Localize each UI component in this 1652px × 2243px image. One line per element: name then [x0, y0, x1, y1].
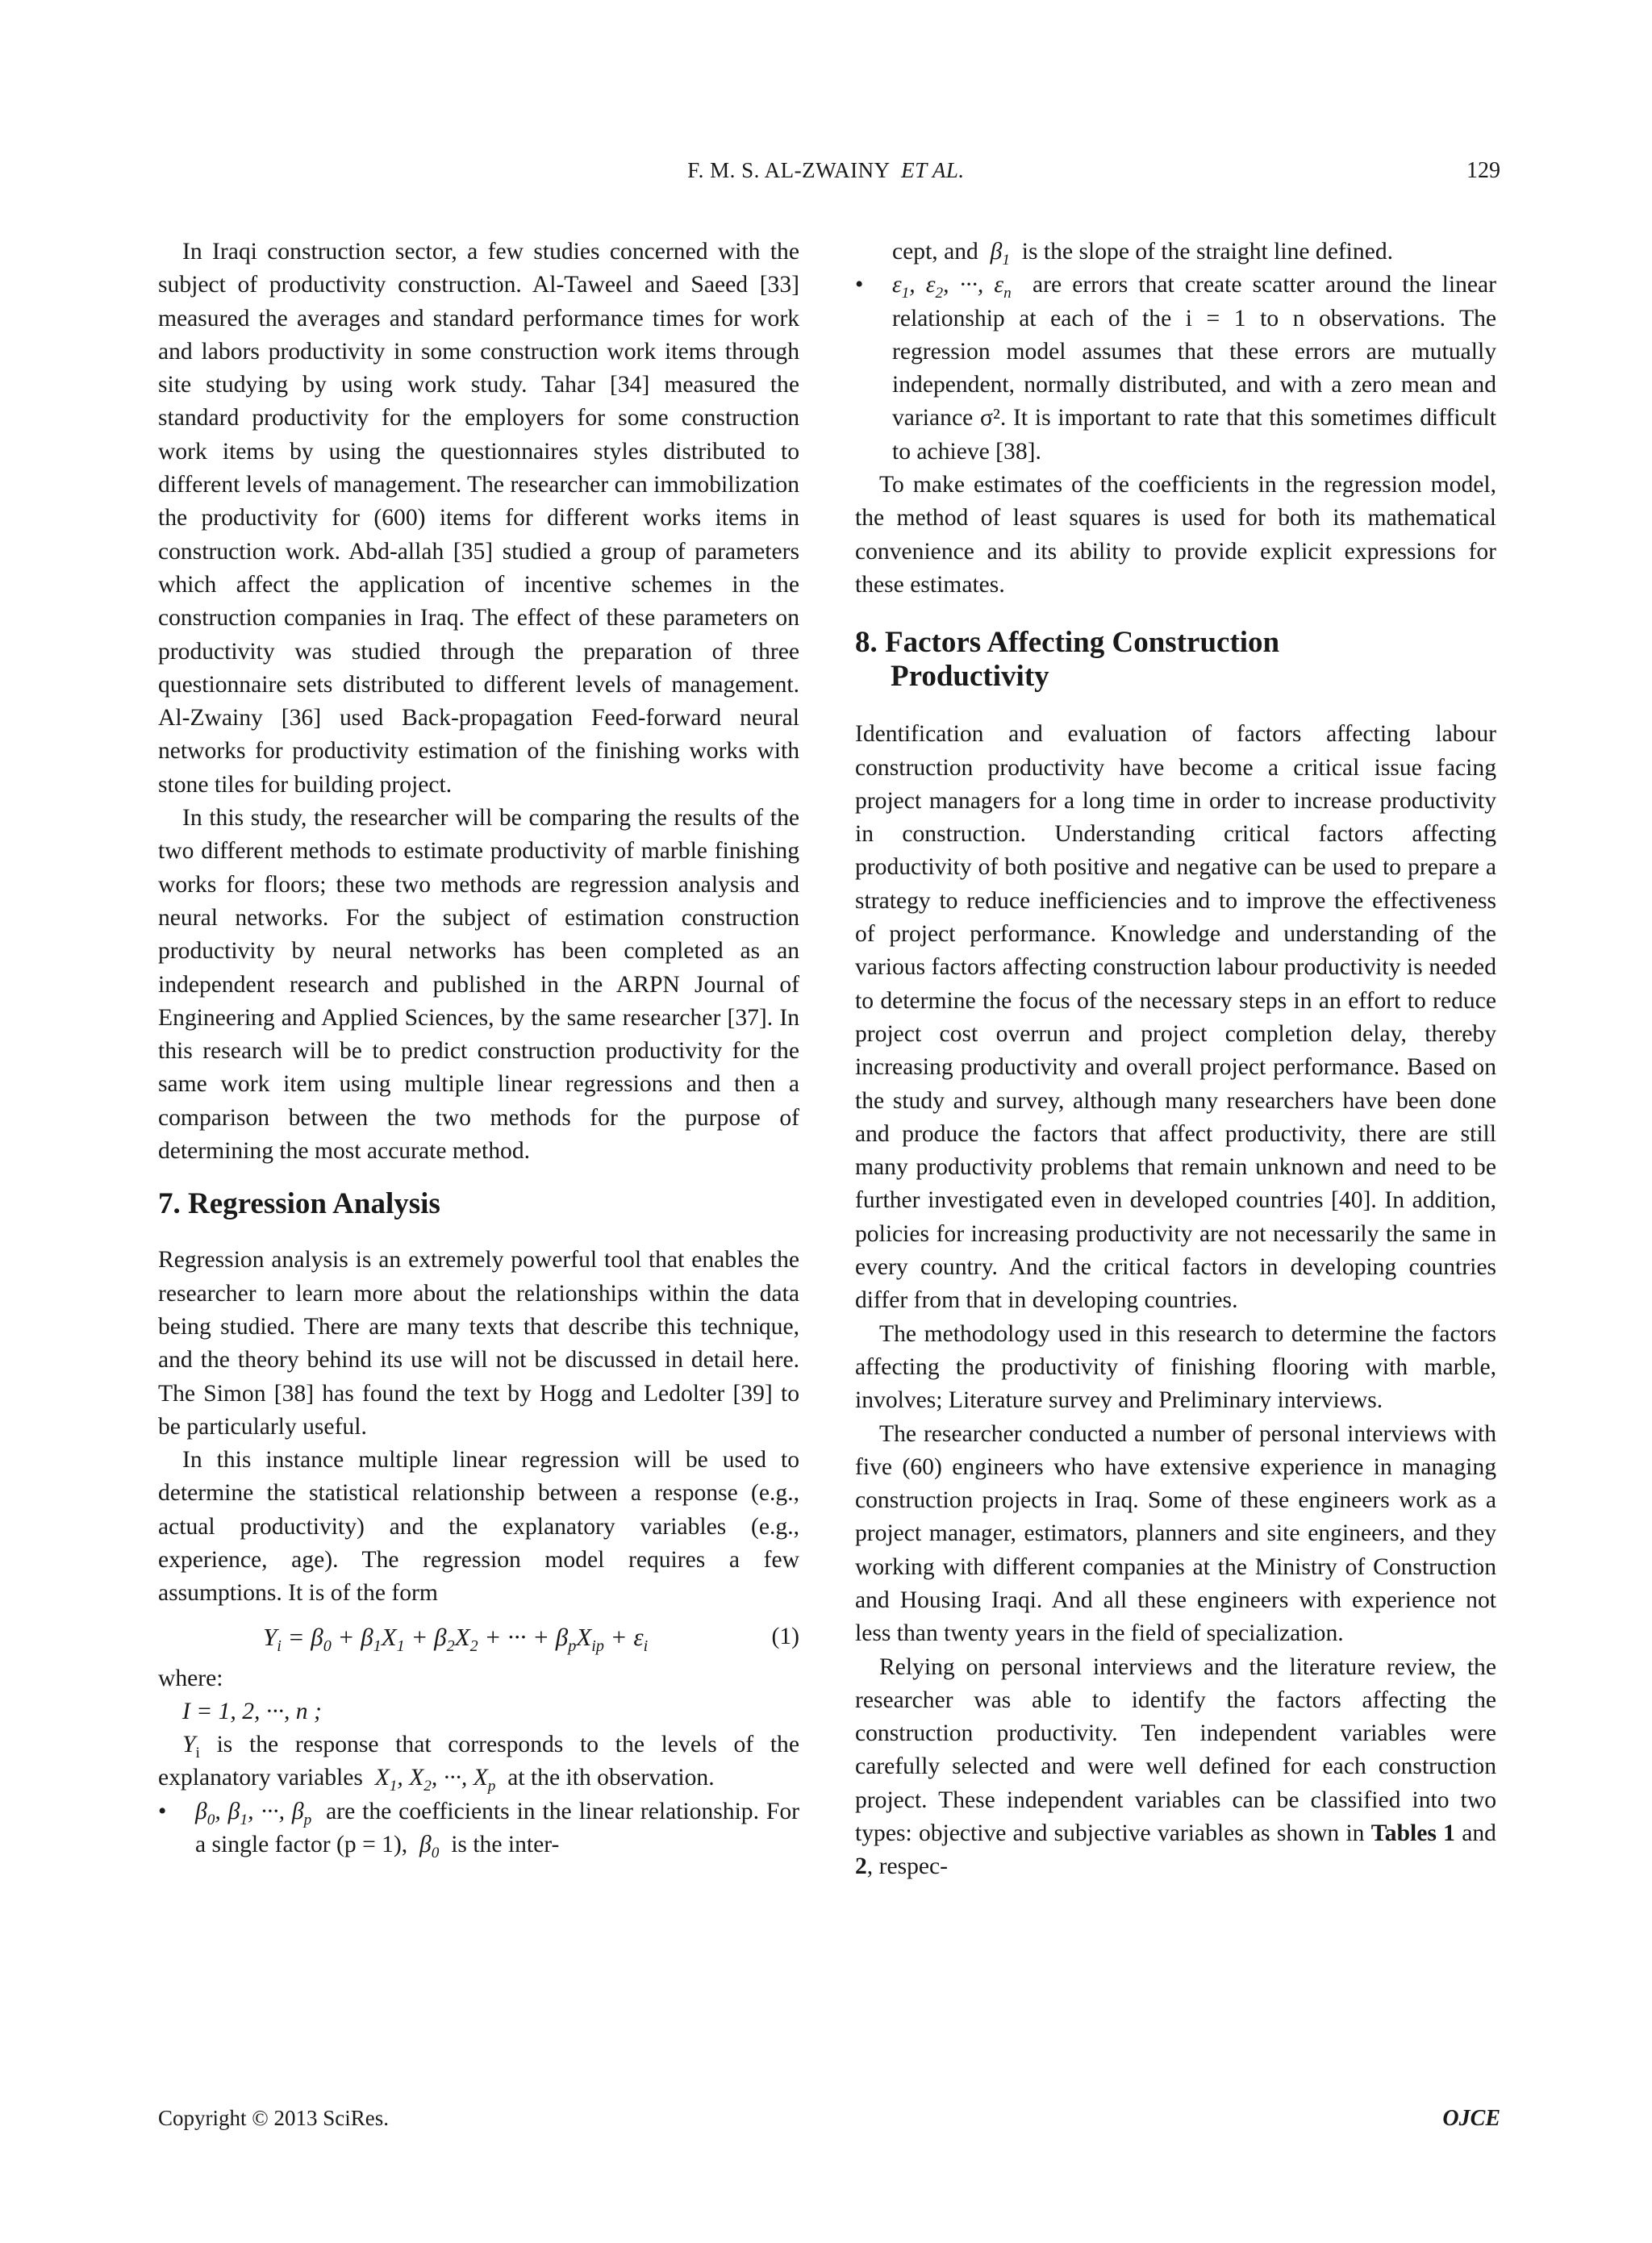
paragraph: To make estimates of the coefficients in the regression model, the method of least squares is used for both its mathematical convenience and its ability to provide explicit expressions for these estimates.	[855, 472, 1496, 598]
equation-1	[158, 1614, 799, 1659]
section-8-heading: 8. Factors Affecting Construction Productivity	[855, 626, 1280, 694]
paragraph: The researcher conducted a number of personal interviews with five (60) engineers who have extensive experience in managing construction projects in Iraq. Some of these engineers work as a project manager, estimators, planners and site engineers, and they working with different companies at the Ministry of Construction and Housing Iraqi. And all these engineers with experience not less than twenty years in the field of specialization.	[855, 1420, 1496, 1647]
bullet-dot: •	[158, 1798, 167, 1824]
header-etal: ET AL.	[901, 158, 965, 182]
where-label: where:	[158, 1665, 223, 1691]
header-authors: F. M. S. AL-ZWAINY	[687, 158, 890, 182]
bullet-continuation: cept, and $\beta_1$ is the slope of the straight line defined.	[892, 239, 1394, 269]
bullet-errors: • $\varepsilon_1$, $\varepsilon_2$, ···, $\varepsilon_n$ are errors that create scatter around the linear relationship at each of the i = 1 to n observations. The regression model assumes that these errors are mutually independent, normally distributed, and with a zero mean and variance σ². It is important to rate that this sometimes difficult to achieve [38].	[855, 269, 1496, 469]
copyright: Copyright © 2013 SciRes.	[158, 2106, 390, 2130]
bullet-coefficients: • $\beta_0$, $\beta_1$, ···, $\beta_p$ are the coefficients in the linear relationship. For a single factor (p = 1), $\beta_0$ is the inter-	[158, 1795, 799, 1862]
equation-number: (1)	[771, 1623, 799, 1649]
right-column	[855, 236, 1496, 1884]
paragraph: In this instance multiple linear regression will be used to determine the statistical relationship between a response (e.g., actual productivity) and the explanatory variables (e.g., experience, age). The regression model requires a few assumptions. It is of the form	[158, 1447, 799, 1607]
section-7-heading: 7. Regression Analysis	[158, 1187, 440, 1221]
index-definition: I = 1, 2, ···, n ;	[182, 1698, 322, 1724]
journal-name: OJCE	[1442, 2106, 1500, 2131]
paragraph: Identification and evaluation of factors affecting labour construction productivity have become a critical issue facing project managers for a long time in order to increase productivity in construction. Understanding critical factors affecting productivity of both positive and negative can be used to prepare a strategy to reduce inefficiencies and to improve the effectiveness of project performance. Knowledge and understanding of the various factors affecting construction labour productivity is needed to determine the focus of the necessary steps in an effort to reduce project cost overrun and project completion delay, thereby increasing productivity and overall project performance. Based on the study and survey, although many researchers have been done and produce the factors that affect productivity, there are still many productivity problems that remain unknown and need to be further investigated even in developed countries [40]. In addition, policies for increasing productivity are not necessarily the same in every country. And the critical factors in developing countries differ from that in developing countries.	[855, 721, 1496, 1314]
equation-body: $Y_i = \beta_0 + \beta_1X_1 + \beta_2X_2$ + ··· + $\beta_pX_{ip} + \varepsilon_i$	[263, 1622, 649, 1655]
left-column	[158, 236, 799, 1862]
bullet-dot: •	[855, 272, 864, 298]
paragraph: Relying on personal interviews and the literature review, the researcher was able to identify the factors affecting the construction productivity. Ten independent variables were carefully selected and were well defined for each construction project. These independent variables can be classified into two types: objective and subjective variables as shown in Tables 1 and 2, respec-	[855, 1653, 1496, 1880]
running-header	[0, 158, 1652, 183]
yi-definition: $Y_i$ is the response that corresponds to the levels of the explanatory variables $X_1$, $X_2$, ···, $X_p$ at the ith observation.	[158, 1732, 799, 1795]
paragraph: In Iraqi construction sector, a few studies concerned with the subject of productivity construction. Al-Taweel and Saeed [33] measured the averages and standard performance times for work and labors productivity in some construction work items through site studying by using work study. Tahar [34] measured the standard productivity for the employers for some construction work items by using the questionnaires styles distributed to different levels of management. The researcher can immobilization the productivity for (600) items for different works items in construction work. Abd-allah [35] studied a group of parameters which affect the application of incentive schemes in the construction companies in Iraq. The effect of these parameters on productivity was studied through the preparation of three questionnaire sets distributed to different levels of management. Al-Zwainy [36] used Back-propagation Feed-forward neural networks for productivity estimation of the finishing works with stone tiles for building project.	[158, 239, 799, 798]
page-number: 129	[1466, 158, 1500, 183]
paragraph: Regression analysis is an extremely powerful tool that enables the researcher to learn more about the relationships within the data being studied. There are many texts that describe this technique, and the theory behind its use will not be discussed in detail here. The Simon [38] has found the text by Hogg and Ledolter [39] to be particularly useful.	[158, 1247, 799, 1440]
paragraph: In this study, the researcher will be comparing the results of the two different methods to estimate productivity of marble finishing works for floors; these two methods are regression analysis and neural networks. For the subject of estimation construction productivity by neural networks has been completed as an independent research and published in the ARPN Journal of Engineering and Applied Sciences, by the same researcher [37]. In this research will be to predict construction productivity for the same work item using multiple linear regressions and then a comparison between the two methods for the purpose of determining the most accurate method.	[158, 805, 799, 1165]
paragraph: The methodology used in this research to determine the factors affecting the productivity of finishing flooring with marble, involves; Literature survey and Preliminary interviews.	[855, 1320, 1496, 1414]
